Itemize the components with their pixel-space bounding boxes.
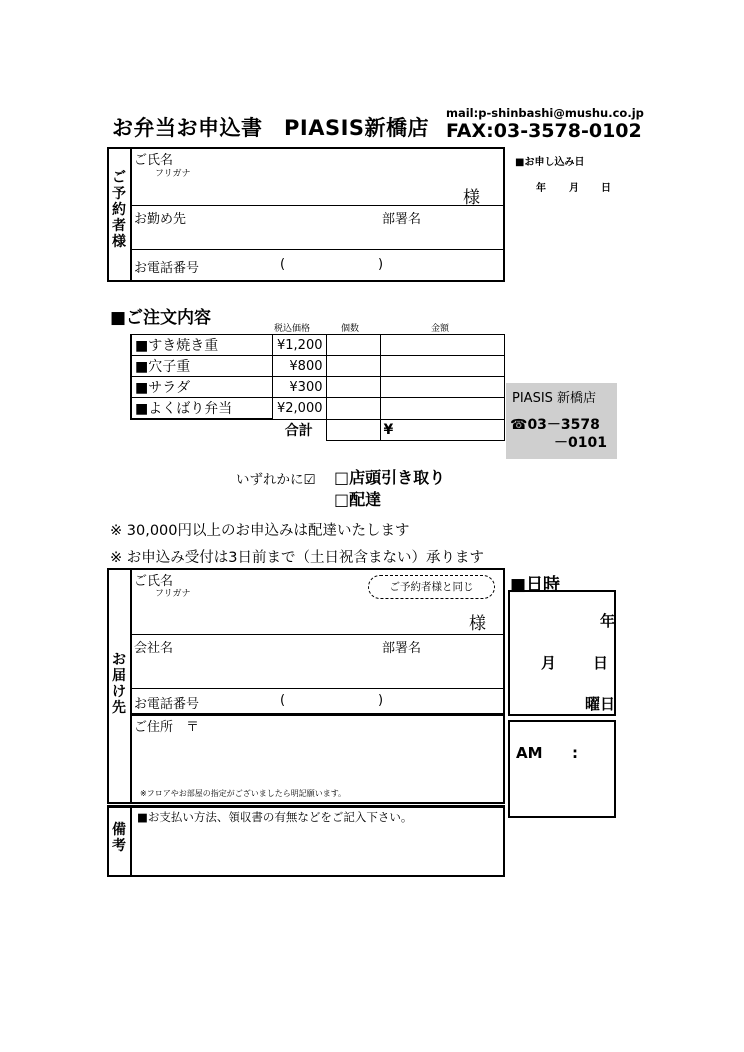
- delivery-phone-paren-open: (: [280, 693, 286, 708]
- col-amount-header: 金額: [431, 324, 450, 334]
- applicant-divider: [130, 147, 132, 282]
- time-am: AM: [516, 744, 543, 762]
- delivery-row-line: [131, 688, 503, 689]
- apply-date-year: 年: [536, 183, 546, 194]
- order-table: [130, 334, 505, 441]
- delivery-divider: [130, 568, 132, 804]
- table-row: [131, 398, 504, 420]
- delivery-phone-field[interactable]: [230, 690, 490, 711]
- page-title: お弁当お申込書 PIASIS新橋店: [112, 116, 430, 140]
- remarks-side-label: 備考: [112, 822, 126, 854]
- item-price: ¥1,200: [272, 335, 326, 356]
- qty-cell[interactable]: [326, 398, 380, 420]
- amount-cell[interactable]: [380, 335, 504, 356]
- delivery-furigana-label: フリガナ: [155, 589, 191, 599]
- col-price-header: 税込価格: [274, 324, 311, 334]
- item-name: ■穴子重: [131, 356, 272, 377]
- col-qty-header: 個数: [341, 324, 360, 334]
- applicant-furigana-label: フリガナ: [155, 169, 191, 179]
- applicant-row-line: [131, 249, 503, 250]
- apply-date-label: ■お申し込み日: [515, 157, 585, 168]
- delivery-sama: 様: [469, 614, 486, 634]
- applicant-name-field[interactable]: [133, 168, 433, 202]
- date-year: 年: [600, 612, 616, 630]
- contact-email: mail:p-shinbashi@mushu.co.jp: [446, 106, 644, 120]
- time-colon: :: [572, 744, 578, 762]
- pickup-prefix: いずれかに☑: [236, 472, 316, 488]
- shop-name: PIASIS 新橋店: [512, 391, 597, 406]
- delivery-company-field[interactable]: [133, 655, 373, 685]
- apply-date-day: 日: [601, 183, 611, 194]
- delivery-address-field[interactable]: [133, 735, 498, 783]
- delivery-name-field[interactable]: [133, 598, 453, 631]
- delivery-dept-label: 部署名: [382, 641, 422, 656]
- apply-date-month: 月: [569, 183, 579, 194]
- applicant-dept-label: 部署名: [382, 212, 422, 227]
- delivery-address-note: ※フロアやお部屋の指定がございましたら明記願います。: [140, 789, 347, 798]
- applicant-company-label: お勤め先: [134, 212, 187, 227]
- amount-cell[interactable]: [380, 398, 504, 420]
- remarks-instructions: ■お支払い方法、領収書の有無などをご記入下さい。: [137, 810, 413, 824]
- qty-cell[interactable]: [326, 356, 380, 377]
- date-day: 日: [593, 654, 609, 672]
- delivery-address-label: ご住所 〒: [134, 720, 200, 735]
- applicant-phone-label: お電話番号: [134, 261, 200, 276]
- same-as-applicant-button[interactable]: ご予約者様と同じ: [368, 575, 495, 599]
- shop-info-box: [506, 383, 617, 459]
- delivery-company-label: 会社名: [134, 641, 174, 656]
- applicant-phone-paren-close: ): [378, 257, 384, 272]
- item-name: ■すき焼き重: [131, 335, 272, 356]
- shop-tel-1: ☎03－3578: [510, 417, 600, 433]
- delivery-row-line: [131, 634, 503, 635]
- applicant-name-label: ご氏名: [134, 153, 174, 168]
- contact-fax: FAX:03-3578-0102: [446, 120, 642, 142]
- date-month: 月: [541, 654, 557, 672]
- applicant-phone-field[interactable]: [230, 252, 490, 278]
- applicant-row-line: [131, 205, 503, 206]
- table-row: [131, 377, 504, 398]
- table-row: [131, 335, 504, 356]
- date-weekday: 曜日: [585, 695, 616, 713]
- item-price: ¥800: [272, 356, 326, 377]
- applicant-phone-paren-open: (: [280, 257, 286, 272]
- note-minimum-order: ※ 30,000円以上のお申込みは配達いたします: [110, 523, 410, 539]
- delivery-side-label: お届け先: [112, 652, 126, 716]
- remarks-field[interactable]: [135, 828, 497, 872]
- delivery-name-label: ご氏名: [134, 574, 174, 589]
- total-spacer: [131, 419, 272, 440]
- order-heading: ■ご注文内容: [110, 308, 212, 328]
- applicant-dept-field[interactable]: [380, 225, 500, 247]
- table-row: [131, 419, 504, 440]
- remarks-divider: [130, 805, 132, 877]
- applicant-company-field[interactable]: [133, 225, 373, 247]
- delivery-phone-paren-close: ): [378, 693, 384, 708]
- delivery-dept-field[interactable]: [380, 655, 500, 685]
- item-price: ¥300: [272, 377, 326, 398]
- total-amount-cell[interactable]: [380, 419, 504, 440]
- datetime-heading: ■日時: [510, 575, 561, 595]
- delivery-phone-label: お電話番号: [134, 697, 200, 712]
- amount-cell[interactable]: [380, 356, 504, 377]
- note-deadline: ※ お申込み受付は3日前まで（土日祝含まない）承ります: [110, 550, 484, 566]
- total-label: 合計: [284, 422, 313, 439]
- total-qty-cell[interactable]: [326, 419, 380, 440]
- item-price: ¥2,000: [272, 398, 326, 420]
- amount-cell[interactable]: [380, 377, 504, 398]
- total-yen: ¥: [383, 421, 394, 438]
- shop-tel-2: －0101: [554, 435, 607, 451]
- applicant-side-label: ご予約者様: [112, 170, 126, 250]
- item-name: ■サラダ: [131, 377, 272, 398]
- pickup-option-store[interactable]: □店頭引き取り: [334, 468, 446, 487]
- table-row: [131, 356, 504, 377]
- time-box[interactable]: [508, 720, 616, 818]
- qty-cell[interactable]: [326, 377, 380, 398]
- qty-cell[interactable]: [326, 335, 380, 356]
- pickup-option-delivery[interactable]: □配達: [334, 490, 382, 509]
- applicant-sama: 様: [463, 188, 480, 208]
- item-name: ■よくばり弁当: [131, 398, 272, 420]
